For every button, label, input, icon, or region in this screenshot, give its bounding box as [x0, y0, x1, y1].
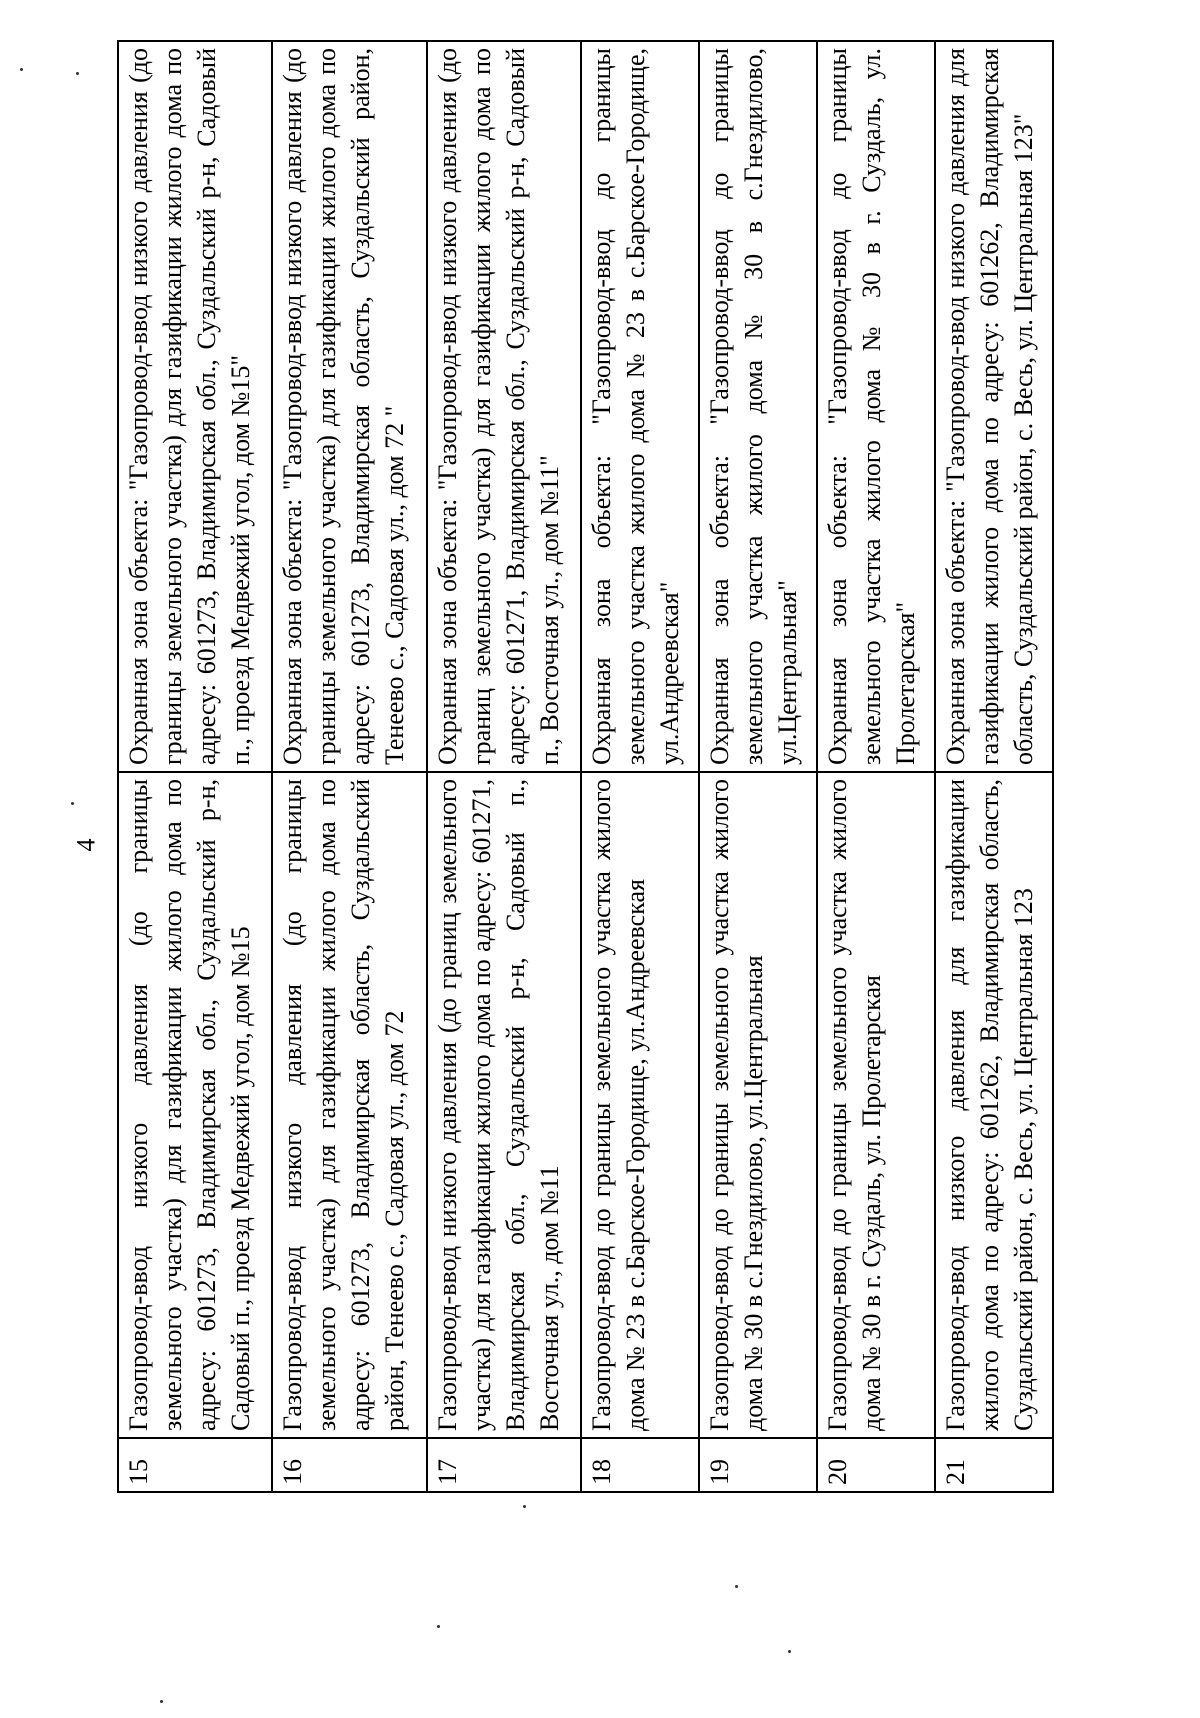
row-number: 19 — [699, 1438, 817, 1492]
table-row — [817, 41, 935, 1492]
scan-speck — [76, 72, 79, 75]
protection-zone-description: Охранная зона объекта: "Газопровод-ввод низкого давления (до границы земельного участка) для газификации жилого дома по адресу: 601273, Владимирская область, Суздальский район, Тенеево с., Садовая ул., дом 72 " — [272, 41, 426, 772]
table-row — [118, 41, 272, 1492]
row-number: 18 — [581, 1438, 699, 1492]
scan-speck — [160, 1700, 163, 1703]
protection-zone-description: Охранная зона объекта: "Газопровод-ввод низкого давления для газификации жилого дома по адресу: 601262, Владимирская область, Суздальский район, с. Весь, ул. Центральная 123" — [935, 41, 1053, 772]
objects-table — [117, 40, 1054, 1493]
object-description: Газопровод-ввод низкого давления (до границы земельного участка) для газификации жилого дома по адресу: 601273, Владимирская обл., Суздальский р-н, Садовый п., проезд Медвежий угол, дом №15 — [118, 772, 272, 1438]
scan-speck — [523, 1505, 526, 1508]
scan-speck — [735, 1585, 738, 1588]
protection-zone-description: Охранная зона объекта: "Газопровод-ввод до границы земельного участка жилого дома № 30 в г. Суздаль, ул. Пролетарская" — [817, 41, 935, 772]
scan-speck — [71, 802, 74, 805]
object-description: Газопровод-ввод до границы земельного участка жилого дома № 30 в с.Гнездилово, ул.Центральная — [699, 772, 817, 1438]
object-description: Газопровод-ввод до границы земельного участка жилого дома № 23 в с.Барское-Городище, ул.Андреевская — [581, 772, 699, 1438]
row-number: 15 — [118, 1438, 272, 1492]
table-row — [427, 41, 581, 1492]
page-number: 4 — [71, 838, 101, 852]
scan-speck — [788, 1650, 791, 1653]
protection-zone-description: Охранная зона объекта: "Газопровод-ввод до границы земельного участка жилого дома № 30 в с.Гнездилово, ул.Центральная" — [699, 41, 817, 772]
row-number: 21 — [935, 1438, 1053, 1492]
row-number: 16 — [272, 1438, 426, 1492]
table-row — [272, 41, 426, 1492]
object-description: Газопровод-ввод низкого давления для газификации жилого дома по адресу: 601262, Владимирская область, Суздальский район, с. Весь, ул. Центральная 123 — [935, 772, 1053, 1438]
protection-zone-description: Охранная зона объекта: "Газопровод-ввод низкого давления (до границы земельного участка) для газификации жилого дома по адресу: 601273, Владимирская обл., Суздальский р-н, Садовый п., проезд Медвежий угол, дом №15" — [118, 41, 272, 772]
rotated-table-wrapper — [117, 40, 1054, 1493]
scan-speck — [20, 68, 23, 71]
object-description: Газопровод-ввод до границы земельного участка жилого дома № 30 в г. Суздаль, ул. Пролетарская — [817, 772, 935, 1438]
protection-zone-description: Охранная зона объекта: "Газопровод-ввод низкого давления (до границ земельного участка) для газификации жилого дома по адресу: 601271, Владимирская обл., Суздальский р-н, Садовый п., Восточная ул., дом №11" — [427, 41, 581, 772]
table-row — [699, 41, 817, 1492]
table-row — [935, 41, 1053, 1492]
scan-speck — [437, 1625, 440, 1628]
row-number: 20 — [817, 1438, 935, 1492]
object-description: Газопровод-ввод низкого давления (до границы земельного участка) для газификации жилого дома по адресу: 601273, Владимирская область, Суздальский район, Тенеево с., Садовая ул., дом 72 — [272, 772, 426, 1438]
row-number: 17 — [427, 1438, 581, 1492]
protection-zone-description: Охранная зона объекта: "Газопровод-ввод до границы земельного участка жилого дома № 23 в с.Барское-Городище, ул.Андреевская" — [581, 41, 699, 772]
table-row — [581, 41, 699, 1492]
object-description: Газопровод-ввод низкого давления (до границ земельного участка) для газификации жилого дома по адресу: 601271, Владимирская обл., Суздальский р-н, Садовый п., Восточная ул., дом №11 — [427, 772, 581, 1438]
